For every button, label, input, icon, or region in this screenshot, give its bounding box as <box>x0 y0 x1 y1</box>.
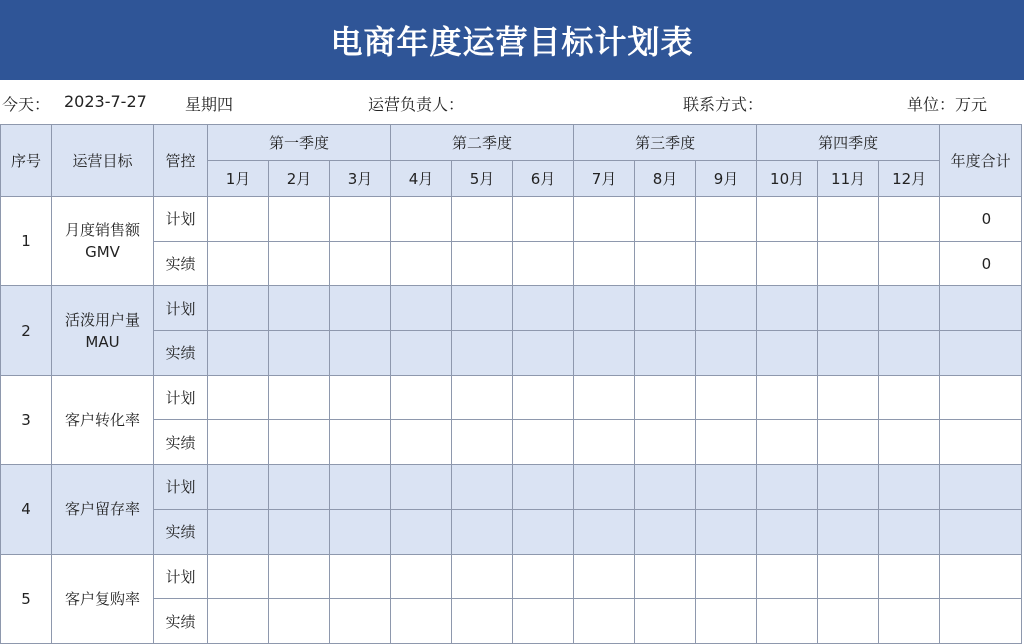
month-value-cell[interactable] <box>757 241 818 286</box>
month-value-cell[interactable] <box>330 420 391 465</box>
plan-table-wrapper <box>0 124 1022 644</box>
month-value-cell[interactable] <box>635 509 696 554</box>
month-value-cell[interactable] <box>513 286 574 331</box>
month-value-cell[interactable] <box>391 375 452 420</box>
month-value-cell[interactable] <box>330 554 391 599</box>
month-value-cell[interactable] <box>574 599 635 644</box>
month-value-cell[interactable] <box>696 241 757 286</box>
month-value-cell[interactable] <box>818 331 879 376</box>
month-value-cell[interactable] <box>513 197 574 242</box>
date-value[interactable]: 2023-7-27 <box>64 92 147 111</box>
unit-label: 单位：万元 <box>907 95 988 114</box>
month-value-cell[interactable] <box>391 465 452 510</box>
month-value-cell[interactable] <box>330 331 391 376</box>
contact-label: 联系方式： <box>683 95 764 114</box>
month-value-cell[interactable] <box>330 599 391 644</box>
month-value-cell[interactable] <box>818 286 879 331</box>
month-value-cell[interactable] <box>269 286 330 331</box>
month-value-cell[interactable] <box>330 286 391 331</box>
header-month: 10月 <box>757 161 818 197</box>
goal-name-cell <box>52 465 154 554</box>
month-value-cell[interactable] <box>757 197 818 242</box>
header-q2: 第二季度 <box>391 125 574 161</box>
goal-name-line: 客户留存率 <box>64 500 140 519</box>
header-month: 2月 <box>269 161 330 197</box>
actual-label-cell: 实绩 <box>154 599 208 644</box>
plan-label-cell: 计划 <box>154 465 208 510</box>
table-row <box>1 375 1022 420</box>
month-value-cell[interactable] <box>879 465 940 510</box>
month-value-cell[interactable] <box>391 420 452 465</box>
month-value-cell[interactable] <box>269 375 330 420</box>
header-q4: 第四季度 <box>757 125 940 161</box>
goal-name-line: 活泼用户量 <box>64 310 140 329</box>
total-cell[interactable] <box>940 375 1022 420</box>
month-value-cell[interactable] <box>208 509 269 554</box>
actual-label-cell: 实绩 <box>154 331 208 376</box>
total-cell[interactable]: 0 <box>940 241 1022 286</box>
month-value-cell[interactable] <box>757 509 818 554</box>
month-value-cell[interactable] <box>574 241 635 286</box>
goal-name-cell <box>52 286 154 375</box>
table-row <box>1 554 1022 599</box>
month-value-cell[interactable] <box>513 554 574 599</box>
goal-name-line: 客户复购率 <box>64 589 140 608</box>
seq-cell: 5 <box>1 554 52 643</box>
month-value-cell[interactable] <box>391 197 452 242</box>
header-month: 9月 <box>696 161 757 197</box>
month-value-cell[interactable] <box>391 241 452 286</box>
month-value-cell[interactable] <box>269 465 330 510</box>
month-value-cell[interactable] <box>879 241 940 286</box>
month-value-cell[interactable] <box>452 197 513 242</box>
goal-name-cell <box>52 197 154 286</box>
actual-label-cell: 实绩 <box>154 241 208 286</box>
month-value-cell[interactable] <box>757 465 818 510</box>
total-cell[interactable]: 0 <box>940 197 1022 242</box>
month-value-cell[interactable] <box>330 375 391 420</box>
seq-cell: 4 <box>1 465 52 554</box>
month-value-cell[interactable] <box>879 420 940 465</box>
table-row <box>1 420 1022 465</box>
month-value-cell[interactable] <box>574 465 635 510</box>
month-value-cell[interactable] <box>574 331 635 376</box>
month-value-cell[interactable] <box>879 197 940 242</box>
month-value-cell[interactable] <box>574 197 635 242</box>
table-row <box>1 241 1022 286</box>
plan-label-cell: 计划 <box>154 197 208 242</box>
header-seq: 序号 <box>1 125 52 197</box>
month-value-cell[interactable] <box>635 420 696 465</box>
month-value-cell[interactable] <box>879 554 940 599</box>
month-value-cell[interactable] <box>879 509 940 554</box>
month-value-cell[interactable] <box>879 375 940 420</box>
month-value-cell[interactable] <box>269 509 330 554</box>
month-value-cell[interactable] <box>818 465 879 510</box>
month-value-cell[interactable] <box>818 554 879 599</box>
header-month: 3月 <box>330 161 391 197</box>
month-value-cell[interactable] <box>391 509 452 554</box>
owner-label: 运营负责人： <box>368 95 465 114</box>
month-value-cell[interactable] <box>696 599 757 644</box>
header-q3: 第三季度 <box>574 125 757 161</box>
month-value-cell[interactable] <box>879 599 940 644</box>
month-value-cell[interactable] <box>818 375 879 420</box>
month-value-cell[interactable] <box>452 286 513 331</box>
month-value-cell[interactable] <box>208 465 269 510</box>
goal-name-line: GMV <box>85 243 120 262</box>
month-value-cell[interactable] <box>452 554 513 599</box>
total-cell[interactable] <box>940 286 1022 331</box>
month-value-cell[interactable] <box>513 599 574 644</box>
month-value-cell[interactable] <box>513 375 574 420</box>
actual-label-cell: 实绩 <box>154 509 208 554</box>
month-value-cell[interactable] <box>635 286 696 331</box>
month-value-cell[interactable] <box>269 554 330 599</box>
header-month: 8月 <box>635 161 696 197</box>
month-value-cell[interactable] <box>635 375 696 420</box>
month-value-cell[interactable] <box>757 420 818 465</box>
month-value-cell[interactable] <box>696 554 757 599</box>
month-value-cell[interactable] <box>208 331 269 376</box>
month-value-cell[interactable] <box>330 465 391 510</box>
month-value-cell[interactable] <box>452 420 513 465</box>
month-value-cell[interactable] <box>696 465 757 510</box>
month-value-cell[interactable] <box>757 554 818 599</box>
month-value-cell[interactable] <box>757 599 818 644</box>
month-value-cell[interactable] <box>330 197 391 242</box>
header-month: 1月 <box>208 161 269 197</box>
header-month: 7月 <box>574 161 635 197</box>
table-row <box>1 286 1022 331</box>
header-control: 管控 <box>154 125 208 197</box>
month-value-cell[interactable] <box>574 554 635 599</box>
month-value-cell[interactable] <box>452 241 513 286</box>
header-month: 4月 <box>391 161 452 197</box>
month-value-cell[interactable] <box>696 331 757 376</box>
month-value-cell[interactable] <box>513 465 574 510</box>
month-value-cell[interactable] <box>391 331 452 376</box>
month-value-cell[interactable] <box>696 420 757 465</box>
month-value-cell[interactable] <box>696 375 757 420</box>
seq-cell: 2 <box>1 286 52 375</box>
month-value-cell[interactable] <box>635 197 696 242</box>
month-value-cell[interactable] <box>757 375 818 420</box>
header-month: 11月 <box>818 161 879 197</box>
table-row <box>1 509 1022 554</box>
header-q1: 第一季度 <box>208 125 391 161</box>
month-value-cell[interactable] <box>452 599 513 644</box>
month-value-cell[interactable] <box>574 375 635 420</box>
weekday-value: 星期四 <box>185 95 234 114</box>
goal-name-cell <box>52 375 154 464</box>
total-cell[interactable] <box>940 420 1022 465</box>
month-value-cell[interactable] <box>391 554 452 599</box>
month-value-cell[interactable] <box>330 509 391 554</box>
table-row <box>1 465 1022 510</box>
month-value-cell[interactable] <box>879 331 940 376</box>
total-cell[interactable] <box>940 554 1022 599</box>
sheet-title: 电商年度运营目标计划表 <box>0 0 1024 80</box>
month-value-cell[interactable] <box>635 599 696 644</box>
plan-table <box>0 124 1022 644</box>
month-value-cell[interactable] <box>818 241 879 286</box>
month-value-cell[interactable] <box>391 286 452 331</box>
header-month: 6月 <box>513 161 574 197</box>
goal-name-cell <box>52 554 154 643</box>
seq-cell: 1 <box>1 197 52 286</box>
month-value-cell[interactable] <box>391 599 452 644</box>
month-value-cell[interactable] <box>269 331 330 376</box>
goal-name-line: 客户转化率 <box>64 410 140 429</box>
month-value-cell[interactable] <box>208 599 269 644</box>
month-value-cell[interactable] <box>208 420 269 465</box>
total-cell[interactable] <box>940 331 1022 376</box>
month-value-cell[interactable] <box>818 197 879 242</box>
seq-cell: 3 <box>1 375 52 464</box>
total-cell[interactable] <box>940 509 1022 554</box>
month-value-cell[interactable] <box>696 286 757 331</box>
month-value-cell[interactable] <box>574 509 635 554</box>
month-value-cell[interactable] <box>574 286 635 331</box>
table-row <box>1 331 1022 376</box>
actual-label-cell: 实绩 <box>154 420 208 465</box>
month-value-cell[interactable] <box>879 286 940 331</box>
total-cell[interactable] <box>940 599 1022 644</box>
header-month: 12月 <box>879 161 940 197</box>
month-value-cell[interactable] <box>208 197 269 242</box>
info-row <box>0 80 1024 124</box>
month-value-cell[interactable] <box>452 509 513 554</box>
month-value-cell[interactable] <box>696 197 757 242</box>
month-value-cell[interactable] <box>513 241 574 286</box>
month-value-cell[interactable] <box>452 375 513 420</box>
month-value-cell[interactable] <box>513 420 574 465</box>
month-value-cell[interactable] <box>269 599 330 644</box>
month-value-cell[interactable] <box>818 599 879 644</box>
month-value-cell[interactable] <box>269 241 330 286</box>
month-value-cell[interactable] <box>452 465 513 510</box>
plan-label-cell: 计划 <box>154 554 208 599</box>
month-value-cell[interactable] <box>635 241 696 286</box>
month-value-cell[interactable] <box>269 420 330 465</box>
month-value-cell[interactable] <box>513 509 574 554</box>
month-value-cell[interactable] <box>208 554 269 599</box>
header-goal: 运营目标 <box>52 125 154 197</box>
month-value-cell[interactable] <box>574 420 635 465</box>
month-value-cell[interactable] <box>330 241 391 286</box>
month-value-cell[interactable] <box>208 241 269 286</box>
month-value-cell[interactable] <box>269 197 330 242</box>
header-total: 年度合计 <box>940 125 1022 197</box>
month-value-cell[interactable] <box>757 331 818 376</box>
today-label: 今天： <box>2 95 51 114</box>
table-row <box>1 197 1022 242</box>
month-value-cell[interactable] <box>513 331 574 376</box>
month-value-cell[interactable] <box>696 509 757 554</box>
goal-name-line: 月度销售额 <box>64 221 140 240</box>
total-cell[interactable] <box>940 465 1022 510</box>
month-value-cell[interactable] <box>818 509 879 554</box>
plan-label-cell: 计划 <box>154 375 208 420</box>
header-month: 5月 <box>452 161 513 197</box>
month-value-cell[interactable] <box>452 331 513 376</box>
month-value-cell[interactable] <box>818 420 879 465</box>
month-value-cell[interactable] <box>757 286 818 331</box>
month-value-cell[interactable] <box>208 375 269 420</box>
table-row <box>1 599 1022 644</box>
month-value-cell[interactable] <box>635 331 696 376</box>
month-value-cell[interactable] <box>635 465 696 510</box>
month-value-cell[interactable] <box>208 286 269 331</box>
month-value-cell[interactable] <box>635 554 696 599</box>
plan-label-cell: 计划 <box>154 286 208 331</box>
goal-name-line: MAU <box>85 332 120 351</box>
